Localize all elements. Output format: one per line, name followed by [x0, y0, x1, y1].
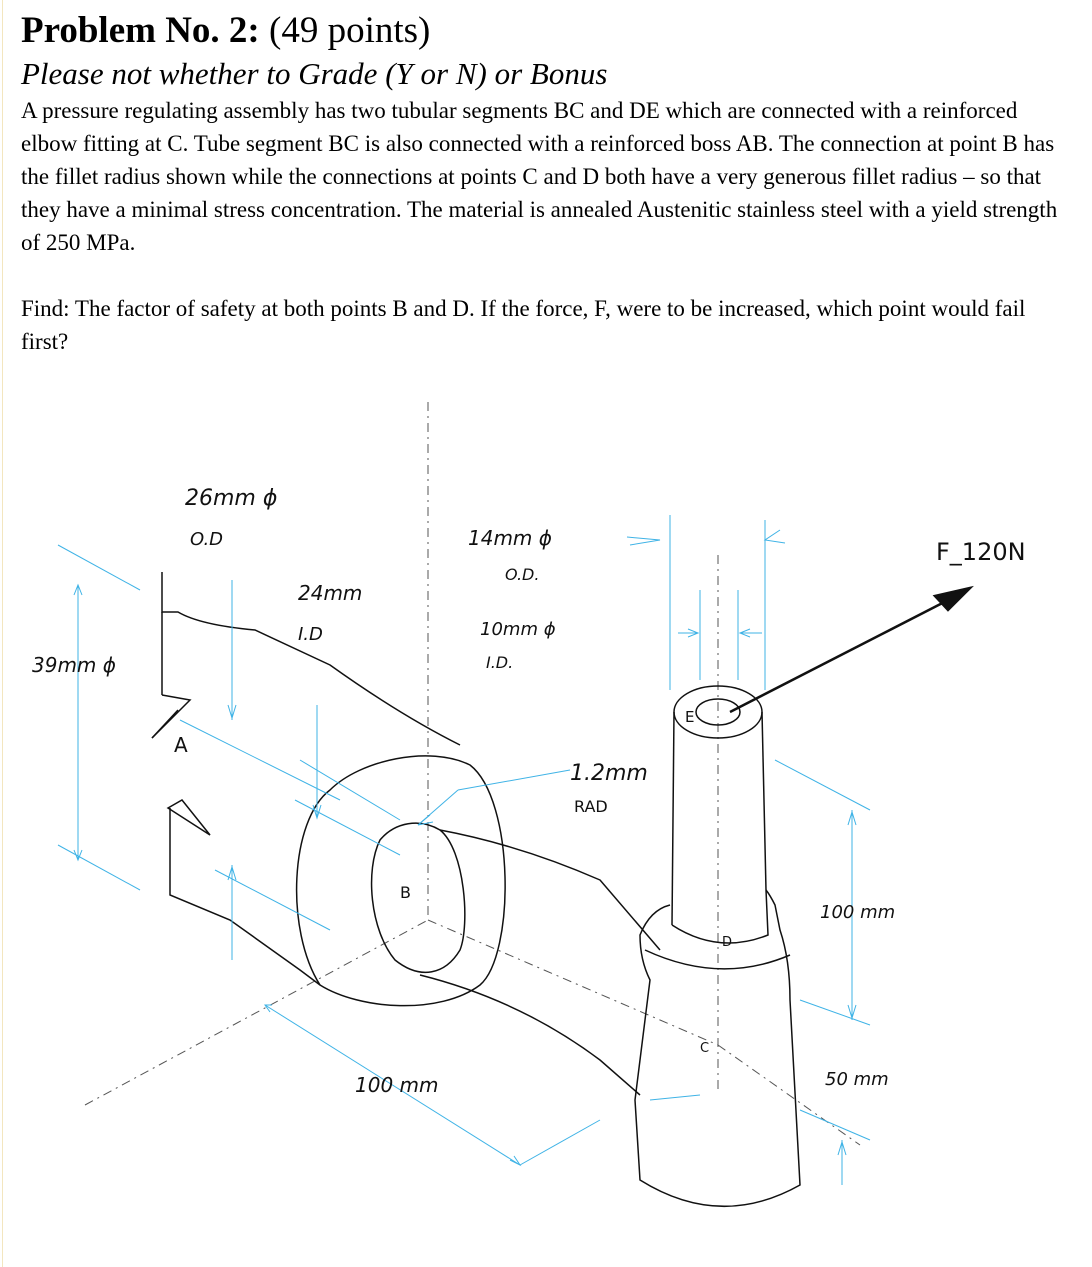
tube-de-right: [762, 712, 766, 890]
label-point-c: C: [700, 1041, 710, 1056]
label-boss-id: 24mm: [298, 581, 363, 605]
problem-description: A pressure regulating assembly has two tubular segments BC and DE which are connected with a reinforced elbow fitting at C. Tube segment BC is also connected with a reinforced boss AB. The connection at point B has the fillet radius shown while the connections at points C and D both have a very generous fillet radius – so that they have a minimal stress concentration. The material is annealed Austenitic stainless steel with a yield strength of 250 MPa.: [21, 98, 1058, 255]
label-point-b: B: [400, 883, 411, 902]
tube-de-collar: [672, 890, 768, 943]
break-line-bottom: [168, 800, 210, 835]
label-force: F_120N: [936, 538, 1026, 566]
tube-de-and-elbow: [635, 686, 800, 1206]
problem-find: Find: The factor of safety at both points B and D. If the force, F, were to be increased, which point would fail first?: [21, 296, 1026, 354]
force-arrow-head: [935, 588, 970, 610]
label-tube-od-note: O.D.: [505, 565, 540, 584]
assembly-sketch: [0, 395, 1092, 1267]
boss-outer-flange: [297, 756, 506, 1006]
label-tube-id-note: I.D.: [486, 653, 514, 672]
label-fillet: 1.2mm: [570, 761, 648, 786]
label-tube-od: 14mm ϕ: [468, 526, 552, 550]
label-boss-height: 39mm ϕ: [32, 653, 116, 677]
label-boss-od: 26mm ϕ: [185, 486, 278, 511]
label-point-a: A: [174, 733, 188, 757]
figure-labels: [32, 486, 1026, 1097]
label-point-e: E: [685, 708, 695, 726]
label-boss-od-note: O.D: [190, 529, 224, 550]
tube-bc-top: [440, 830, 660, 950]
label-point-d: D: [722, 935, 733, 950]
assembly-figure: [0, 395, 1092, 1267]
boss-b-face: [297, 756, 506, 1006]
label-boss-id-note: I.D: [298, 624, 323, 645]
grading-note: Please not whether to Grade (Y or N) or Bonus: [21, 56, 608, 91]
label-length-de: 100 mm: [820, 902, 896, 923]
centerlines: [85, 402, 860, 1145]
dimension-lines: [58, 515, 870, 1185]
label-length-50: 50 mm: [825, 1069, 889, 1090]
problem-text: [21, 8, 1071, 358]
label-tube-id: 10mm ϕ: [480, 619, 556, 640]
force-arrow: [730, 588, 970, 712]
problem-points: (49 points): [269, 10, 431, 51]
tube-bc-bottom: [420, 975, 640, 1095]
problem-number: Problem No. 2:: [21, 10, 260, 51]
problem-title: [21, 8, 1071, 54]
label-length-bc: 100 mm: [355, 1073, 439, 1097]
tube-de-left: [672, 712, 674, 925]
boss-bottom-edge: [170, 808, 320, 985]
label-fillet-note: RAD: [574, 797, 608, 816]
tube-bc-outline: [420, 830, 660, 1095]
tube-bc-end: [372, 823, 465, 972]
